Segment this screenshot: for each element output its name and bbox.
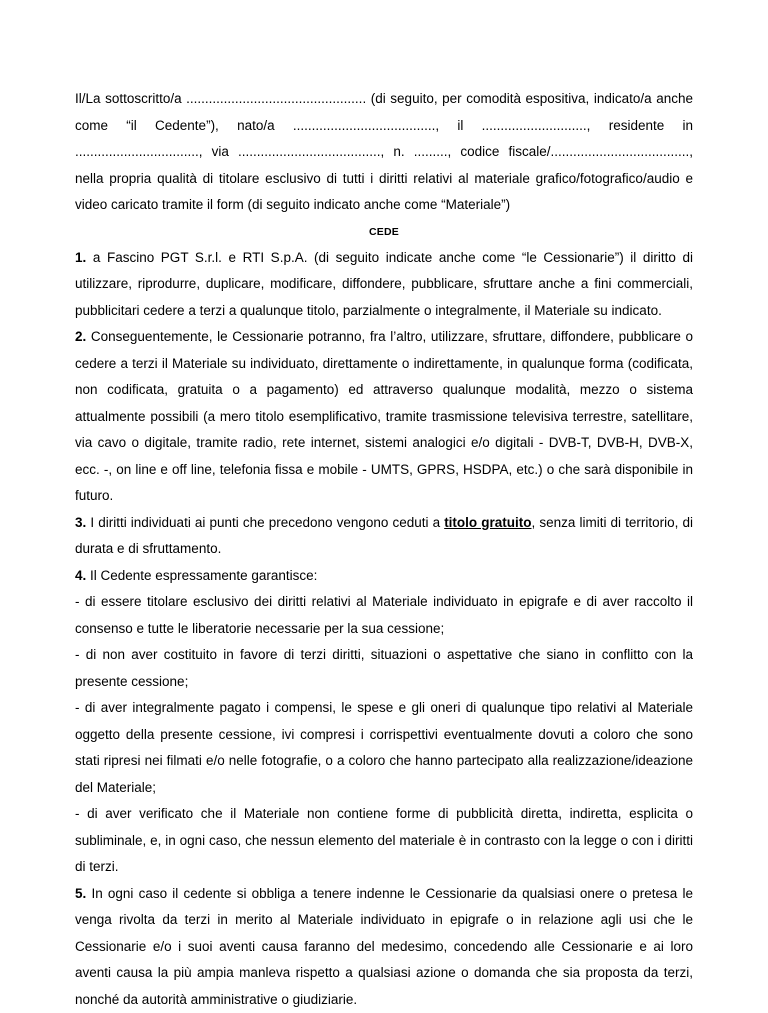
clause-3-number: 3. [75,515,86,530]
clause-4-text: Il Cedente espressamente garantisce: [86,568,317,583]
clause-3-text-before: I diritti individuati ai punti che precedono vengono ceduti a [86,515,444,530]
clause-2-number: 2. [75,329,86,344]
titolo-gratuito-emphasis: titolo gratuito [444,515,531,530]
intro-paragraph: Il/La sottoscritto/a ................................................ (di seguito, per comodità espositiva, indicato/a anche come “il Cedente”), nato/a ......................................, il ............................, residente in ................................., via ......................................, n. ........., codice fiscale/....................................., nella propria qualità di titolare esclusivo di tutti i diritti relativi al materiale grafico/fotografico/audio e video caricato tramite il form (di seguito indicato anche come “Materiale”) [75,86,693,219]
clause-3 [75,510,693,563]
clause-4-item: - di aver verificato che il Materiale non contiene forme di pubblicità diretta, indiretta, esplicita o subliminale, e, in ogni caso, che nessun elemento del materiale è in contrasto con la legge o con i diritti di terzi. [75,801,693,881]
clause-3-text-after: , senza limiti di territorio, di durata e di sfruttamento. [75,515,693,557]
document-page [75,86,693,1013]
clause-4-item: - di non aver costituito in favore di terzi diritti, situazioni o aspettative che siano in conflitto con la presente cessione; [75,642,693,695]
clause-1 [75,245,693,325]
clause-2-text: Conseguentemente, le Cessionarie potranno, fra l’altro, utilizzare, sfruttare, diffondere, pubblicare o cedere a terzi il Materiale su individuato, direttamente o indirettamente, in qualunque forma (codificata, non codificata, gratuita o a pagamento) ed attraverso qualunque modalità, mezzo o sistema attualmente possibili (a mero titolo esemplificativo, tramite trasmissione televisiva terrestre, satellitare, via cavo o digitale, tramite radio, rete internet, sistemi analogici e/o digitali - DVB-T, DVB-H, DVB-X, ecc. -, on line e off line, telefonia fissa e mobile - UMTS, GPRS, HSDPA, etc.) o che sarà disponibile in futuro. [75,329,693,503]
clause-4 [75,563,693,590]
clause-1-number: 1. [75,250,86,265]
clause-5-number: 5. [75,886,86,901]
clause-4-item: - di essere titolare esclusivo dei diritti relativi al Materiale individuato in epigrafe e di aver raccolto il consenso e tutte le liberatorie necessarie per la sua cessione; [75,589,693,642]
cede-heading: CEDE [75,219,693,245]
clause-4-number: 4. [75,568,86,583]
clause-2 [75,324,693,510]
clause-5 [75,881,693,1013]
clause-1-text: a Fascino PGT S.r.l. e RTI S.p.A. (di seguito indicate anche come “le Cessionarie”) il diritto di utilizzare, riprodurre, duplicare, modificare, diffondere, pubblicare, sfruttare anche a fini commerciali, pubblicitari cedere a terzi a qualunque titolo, parzialmente o integralmente, il Materiale su indicato. [75,250,693,318]
clause-5-text: In ogni caso il cedente si obbliga a tenere indenne le Cessionarie da qualsiasi onere o pretesa le venga rivolta da terzi in merito al Materiale individuato in epigrafe o in relazione agli usi che le Cessionarie e/o i suoi aventi causa faranno del medesimo, concedendo alle Cessionarie e ai loro aventi causa la più ampia manleva rispetto a qualsiasi azione o domanda che sia proposta da terzi, nonché da autorità amministrative o giudiziarie. [75,886,693,1007]
clause-4-item: - di aver integralmente pagato i compensi, le spese e gli oneri di qualunque tipo relativi al Materiale oggetto della presente cessione, ivi compresi i corrispettivi eventualmente dovuti a coloro che sono stati ripresi nei filmati e/o nelle fotografie, o a coloro che hanno partecipato alla realizzazione/ideazione del Materiale; [75,695,693,801]
